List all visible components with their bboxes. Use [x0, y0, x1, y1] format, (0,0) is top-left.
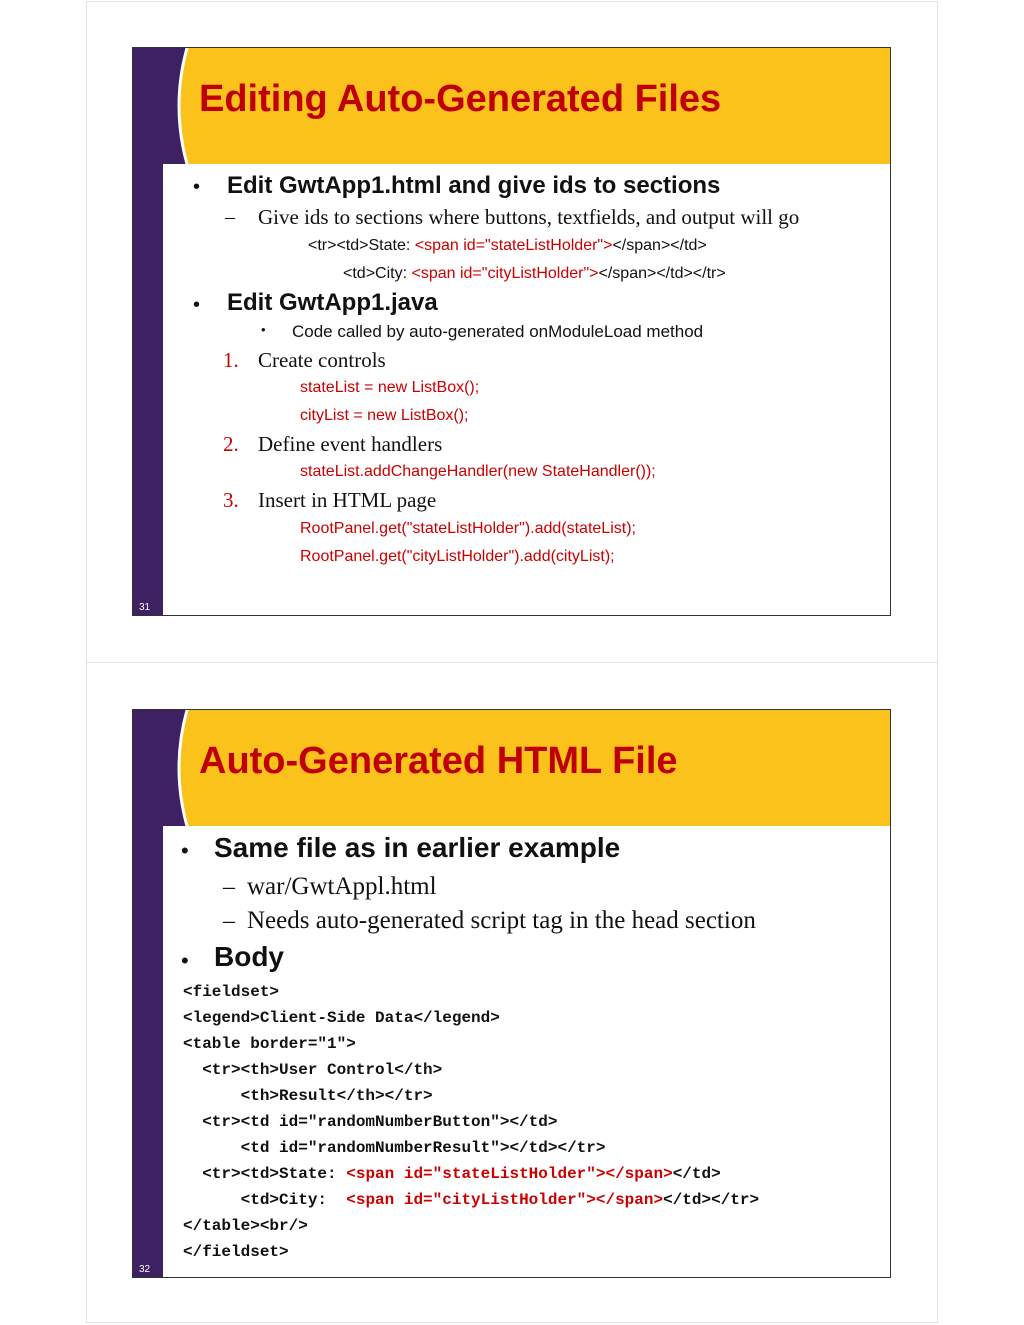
slide-title: Editing Auto-Generated Files: [199, 78, 722, 120]
bullet-dot: •: [181, 948, 189, 973]
left-purple-bar: [133, 48, 163, 615]
dash: –: [223, 874, 235, 900]
page-divider: [86, 662, 938, 663]
step-number: 3.: [223, 488, 239, 512]
code-text: <td>City:: [343, 265, 412, 282]
code-line: <tr><th>User Control</th>: [183, 1061, 443, 1079]
code-span: <span id="cityListHolder"></span>: [346, 1191, 664, 1209]
left-purple-bar: [133, 710, 163, 1277]
sub-war-file: war/GwtAppl.html: [247, 873, 437, 900]
bullet-edit-html: Edit GwtApp1.html and give ids to sections: [227, 172, 721, 199]
bullet-dot: •: [193, 294, 201, 316]
code-span: <span id="cityListHolder">: [411, 265, 599, 282]
code-line: </table><br/>: [183, 1217, 308, 1235]
bullet-dot: •: [181, 838, 189, 863]
page-number: 31: [139, 602, 151, 613]
step-number: 2.: [223, 432, 239, 456]
code-line-city: [343, 265, 726, 283]
code-span: <span id="stateListHolder">: [414, 237, 613, 254]
bullet-body: Body: [214, 941, 284, 972]
bullet-dot: •: [193, 176, 201, 198]
code-rootpanel-state: RootPanel.get("stateListHolder").add(stateList);: [300, 520, 636, 537]
code-text: <tr><td>State:: [183, 1165, 347, 1183]
page-number: 32: [139, 1264, 151, 1275]
code-text: <td>City:: [183, 1191, 347, 1209]
slide-31: [132, 47, 891, 616]
code-line: <td id="randomNumberResult"></td></tr>: [183, 1139, 606, 1157]
code-text: </td></tr>: [663, 1191, 760, 1209]
code-addchangehandler: stateList.addChangeHandler(new StateHandler());: [300, 463, 656, 480]
code-text: </td>: [672, 1165, 721, 1183]
code-span: <span id="stateListHolder"></span>: [346, 1165, 673, 1183]
sub-code-called: Code called by auto-generated onModuleLoad method: [292, 322, 704, 341]
step-define-handlers: Define event handlers: [258, 432, 443, 456]
bullet-edit-java: Edit GwtApp1.java: [227, 289, 438, 316]
code-line: <fieldset>: [183, 983, 280, 1001]
slide-32: [132, 709, 891, 1278]
step-create-controls: Create controls: [258, 348, 386, 372]
sub-give-ids: Give ids to sections where buttons, textfields, and output will go: [258, 205, 800, 229]
code-line: <th>Result</th></tr>: [183, 1087, 433, 1105]
code-rootpanel-city: RootPanel.get("cityListHolder").add(cityList);: [300, 548, 615, 565]
code-text: <tr><td>State:: [308, 237, 415, 254]
code-statelist: stateList = new ListBox();: [300, 379, 480, 396]
code-line-state: [308, 237, 707, 255]
code-text: </span></td></tr>: [598, 265, 726, 282]
bullet-same-file: Same file as in earlier example: [214, 832, 621, 863]
code-line: <legend>Client-Side Data</legend>: [183, 1009, 500, 1027]
code-line: </fieldset>: [183, 1243, 289, 1261]
dash: –: [225, 206, 235, 228]
sub-bullet-dot: •: [261, 322, 266, 337]
step-insert-html: Insert in HTML page: [258, 488, 437, 512]
code-citylist: cityList = new ListBox();: [300, 407, 469, 424]
code-line-city: [183, 1191, 759, 1209]
dash: –: [223, 908, 235, 934]
code-line: <table border="1">: [183, 1035, 356, 1053]
code-line-state: [183, 1165, 721, 1183]
code-text: </span></td>: [612, 237, 707, 254]
code-line: <tr><td id="randomNumberButton"></td>: [183, 1113, 558, 1131]
slide-title: Auto-Generated HTML File: [199, 740, 678, 782]
step-number: 1.: [223, 348, 239, 372]
sub-script-tag: Needs auto-generated script tag in the head section: [247, 907, 756, 934]
